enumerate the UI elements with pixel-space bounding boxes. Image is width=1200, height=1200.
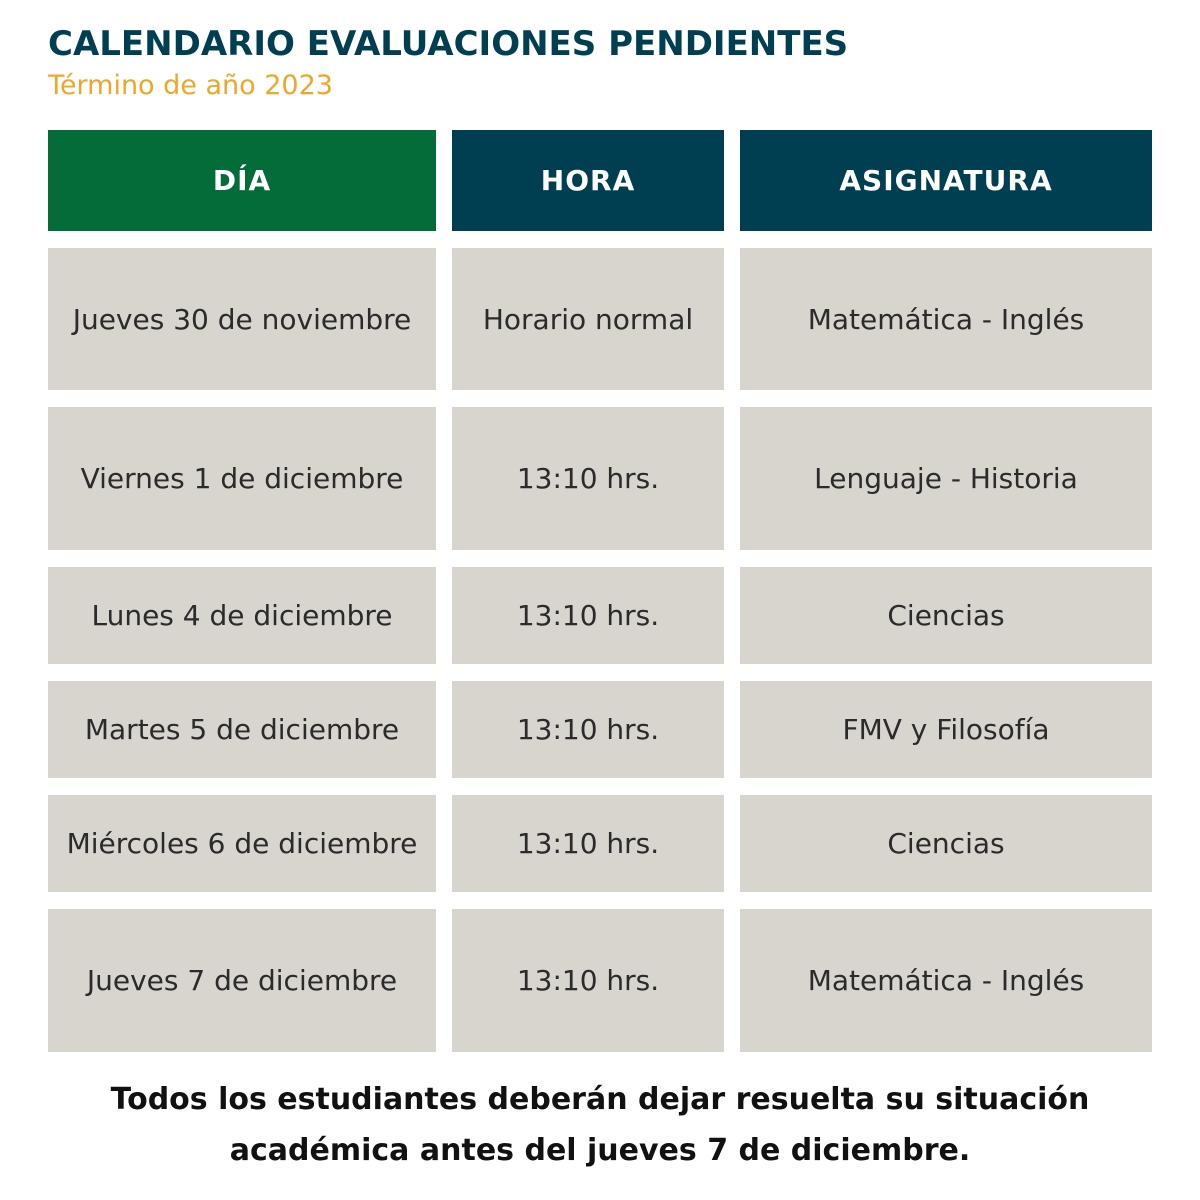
- cell-dia-row-5: Miércoles 6 de diciembre: [48, 795, 436, 892]
- cell-asignatura-row-3: Ciencias: [740, 567, 1152, 664]
- cell-dia-row-3: Lunes 4 de diciembre: [48, 567, 436, 664]
- column-header-dia: DÍA: [48, 130, 436, 231]
- column-header-hora: HORA: [452, 130, 724, 231]
- cell-dia-row-4: Martes 5 de diciembre: [48, 681, 436, 778]
- cell-hora-row-2: 13:10 hrs.: [452, 407, 724, 550]
- cell-dia-row-1: Jueves 30 de noviembre: [48, 248, 436, 390]
- column-header-asignatura: ASIGNATURA: [740, 130, 1152, 231]
- footer-note-line-2: académica antes del jueves 7 de diciembre.: [229, 1133, 971, 1168]
- cell-asignatura-row-2: Lenguaje - Historia: [740, 407, 1152, 550]
- page-subtitle: Término de año 2023: [48, 70, 333, 101]
- cell-hora-row-6: 13:10 hrs.: [452, 909, 724, 1052]
- cell-hora-row-5: 13:10 hrs.: [452, 795, 724, 892]
- cell-asignatura-row-5: Ciencias: [740, 795, 1152, 892]
- cell-hora-row-3: 13:10 hrs.: [452, 567, 724, 664]
- cell-dia-row-2: Viernes 1 de diciembre: [48, 407, 436, 550]
- page-title: CALENDARIO EVALUACIONES PENDIENTES: [48, 24, 849, 64]
- footer-note-line-1: Todos los estudiantes deberán dejar resuelta su situación: [110, 1082, 1090, 1117]
- cell-dia-row-6: Jueves 7 de diciembre: [48, 909, 436, 1052]
- cell-asignatura-row-1: Matemática - Inglés: [740, 248, 1152, 390]
- cell-asignatura-row-6: Matemática - Inglés: [740, 909, 1152, 1052]
- cell-hora-row-1: Horario normal: [452, 248, 724, 390]
- footer-note: [60, 1074, 1140, 1176]
- cell-asignatura-row-4: FMV y Filosofía: [740, 681, 1152, 778]
- cell-hora-row-4: 13:10 hrs.: [452, 681, 724, 778]
